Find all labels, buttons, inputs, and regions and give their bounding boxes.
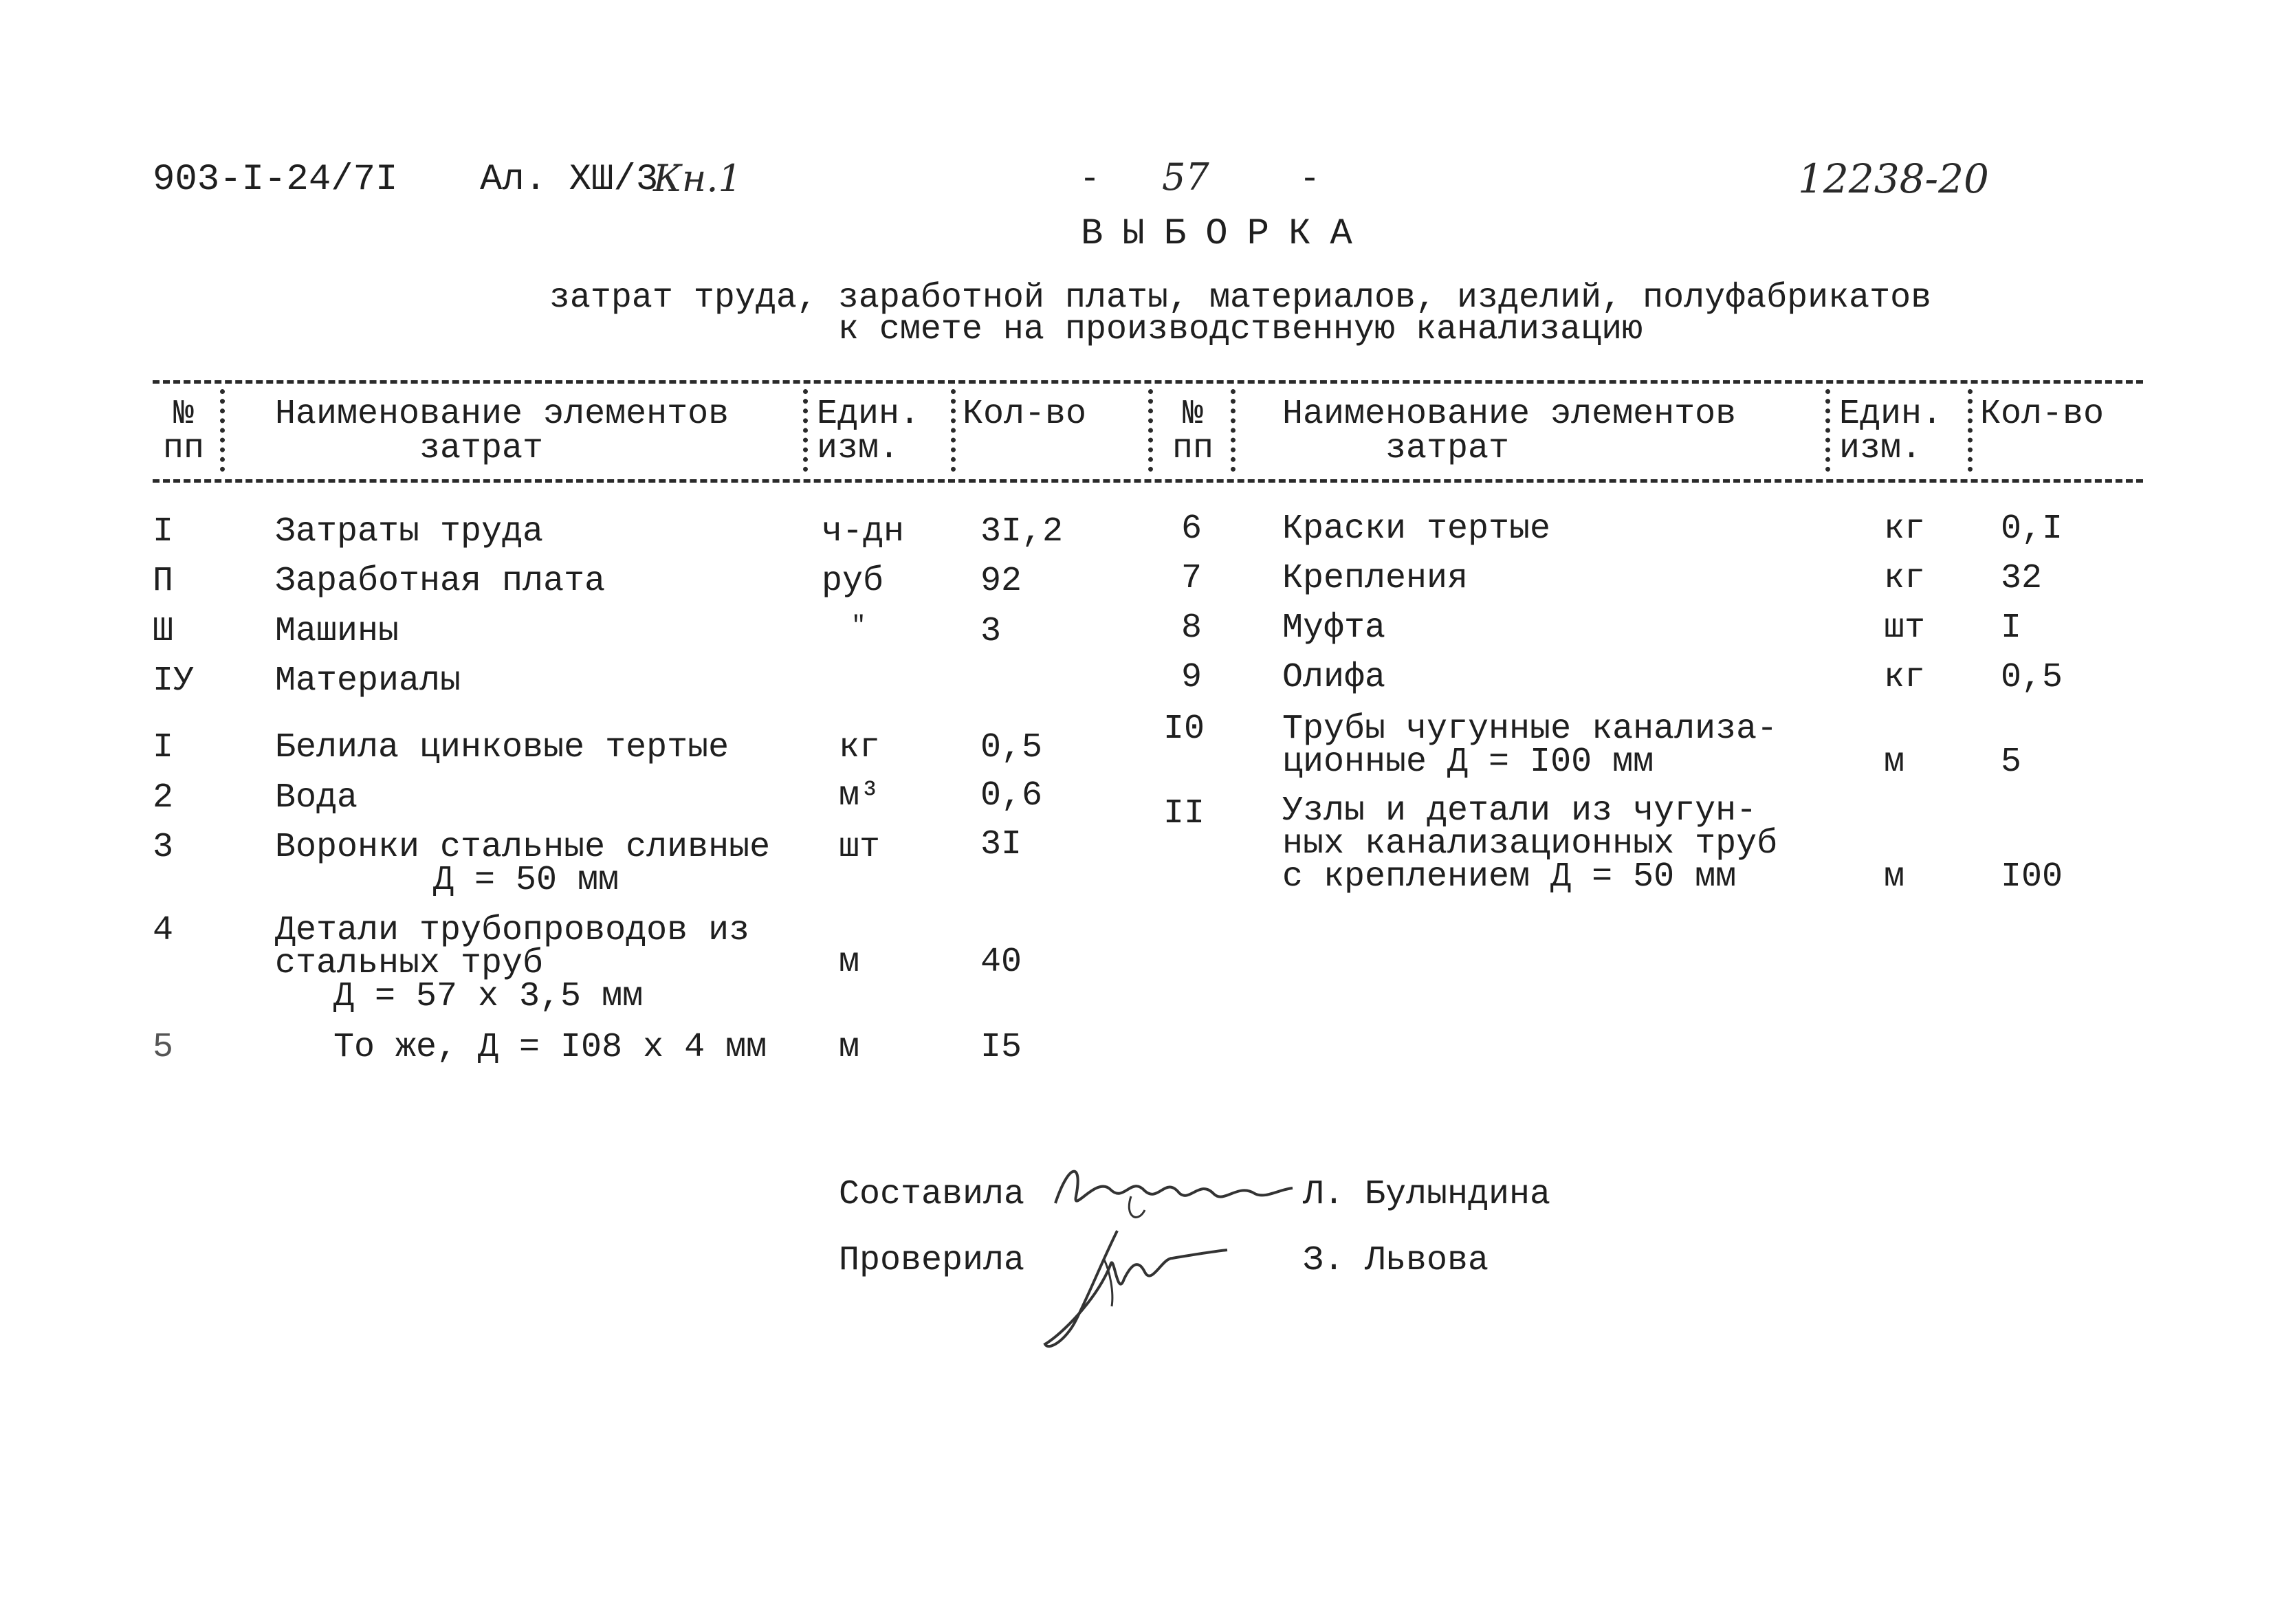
row-unit: кг [839,728,881,767]
checked-signature [1035,1217,1241,1354]
subtitle-line-1: затрат труда, заработной платы, материалов, изделий, полуфабрикатов [549,278,1932,318]
column-header-qty-right: Кол-во [1980,395,2105,434]
row-number: 7 [1181,559,1203,598]
row-unit: м [1884,743,1905,782]
row-number: 9 [1181,658,1203,697]
column-header-name-right: Наименование элементов затрат [1282,395,1737,468]
row-qty: 5 [2001,743,2022,782]
row-name-continued: ных канализационных труб [1282,824,1778,864]
row-number: I0 [1163,710,1205,749]
compiled-by-label: Составила [839,1175,1025,1214]
row-name-continued: стальных труб [275,944,544,983]
page-title: ВЫБОРКА [1081,213,1372,255]
row-unit: кг [1884,509,1926,549]
row-qty: I00 [2001,857,2063,897]
row-qty: 0,6 [980,776,1043,815]
row-name: Узлы и детали из чугун- [1282,791,1757,831]
row-name: Машины [275,612,399,651]
header-separator [1968,389,1973,472]
checked-by-name: З. Львова [1303,1241,1489,1280]
table-header-bottom-rule [153,479,2143,483]
row-unit: м [839,943,860,982]
row-name: Крепления [1282,559,1469,598]
header-separator [1231,389,1236,472]
row-number: 6 [1181,509,1203,549]
checked-by-label: Проверила [839,1241,1025,1280]
row-number: 3 [153,828,174,867]
row-name-continued: Д = 57 х 3,5 мм [333,977,644,1016]
row-number: Ш [153,612,174,651]
row-qty: 32 [2001,559,2043,598]
row-name: Воронки стальные сливные [275,828,771,867]
document-code: 903-I-24/7I [153,159,398,201]
row-unit: кг [1884,559,1926,598]
album-label: Ал. ХШ/3 [480,159,659,201]
album-handwritten-note: Кн.1 [653,157,742,200]
column-header-qty: Кол-во [963,395,1087,434]
column-header-unit-right: Един. изм. [1839,395,1943,468]
row-name: То же, Д = I08 х 4 мм [333,1028,767,1067]
row-unit: ч-дн [822,512,905,551]
column-header-name: Наименование элементов затрат [275,395,729,468]
row-number: II [1163,794,1205,833]
row-name: Муфта [1282,608,1386,648]
row-unit: шт [1884,608,1926,648]
row-qty: 3I,2 [980,512,1064,551]
row-unit: шт [839,828,881,867]
row-qty: 0,5 [980,728,1043,767]
row-qty: 92 [980,562,1022,601]
row-qty: I5 [980,1028,1022,1067]
row-name: Вода [275,778,358,818]
header-separator [803,389,808,472]
document-number: 12238-20 [1798,155,1989,202]
row-name: Белила цинковые тертые [275,728,729,767]
row-qty: 0,I [2001,509,2063,549]
row-name-continued: ционные Д = I00 мм [1282,743,1654,782]
table-top-rule [153,380,2143,384]
row-number: П [153,562,174,601]
column-header-num-right: № пп [1172,395,1214,468]
row-qty: 0,5 [2001,658,2063,697]
row-name: Материалы [275,661,461,701]
column-header-unit: Един. изм. [817,395,921,468]
row-number: 4 [153,911,174,950]
row-number: 2 [153,778,174,818]
row-number: I [153,512,174,551]
row-name-continued: с креплением Д = 50 мм [1282,857,1737,897]
row-unit: м³ [839,776,881,815]
row-qty: I [2001,608,2022,648]
row-name: Олифа [1282,658,1386,697]
page-number: 57 [1162,155,1209,199]
row-number: 8 [1181,608,1203,648]
row-name: Детали трубопроводов из [275,911,750,950]
compiled-by-name: Л. Булындина [1303,1175,1551,1214]
row-unit: м [839,1028,860,1067]
row-qty: 3I [980,825,1022,864]
header-separator [951,389,956,472]
row-unit: руб [822,562,884,601]
row-name: Краски тертые [1282,509,1551,549]
header-separator [1825,389,1830,472]
row-unit-ditto: " [851,612,866,640]
column-header-num: № пп [162,395,204,468]
subtitle-line-2: к смете на производственную канализацию [837,310,1643,349]
row-unit: м [1884,857,1905,897]
row-qty: 3 [980,612,1002,651]
row-name: Трубы чугунные канализа- [1282,710,1778,749]
header-separator [220,389,225,472]
page-dash-right: - [1299,160,1321,199]
page-dash-left: - [1079,160,1101,199]
row-number: 5 [153,1028,174,1067]
header-separator [1148,389,1153,472]
row-unit: кг [1884,658,1926,697]
row-qty: 40 [980,943,1022,982]
row-number: I [153,728,174,767]
row-number: IУ [153,661,195,701]
row-name: Затраты труда [275,512,544,551]
row-name: Заработная плата [275,562,606,601]
row-name-continued: Д = 50 мм [433,861,619,900]
